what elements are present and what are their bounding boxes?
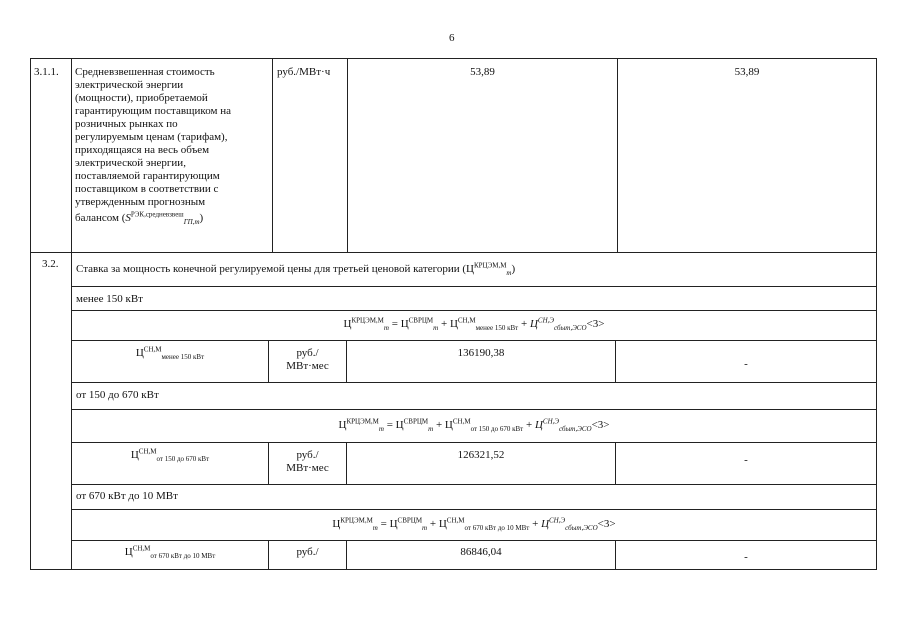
desc-line: утвержденным прогнозным [75,196,206,208]
desc-symbol: S [125,212,131,224]
group-symbol: $Ц^{СН,М}_{менее 150 кВт}$ [135,345,205,362]
desc-last-line: балансом $(S^{РЭК,средневзвеш}_{ГП,m})$ [75,210,204,227]
page-number: 6 [449,32,455,44]
desc-line: Средневзвешенная стоимость [75,66,215,78]
desc-line: регулируемым ценам (тарифам), [75,131,228,143]
group-value-2: - [744,454,748,466]
row-number-311: 3.1.1. [34,66,59,78]
group-label: от 150 до 670 кВт [76,389,159,401]
group-symbol: $Ц^{СН,М}_{от 670 кВт до 10 МВт}$ [124,544,216,561]
group-label: от 670 кВт до 10 МВт [76,490,178,502]
desc-line: розничных рынках по [75,118,178,130]
group-label: менее 150 кВт [76,293,143,305]
group-formula: $Ц^{КРЦЭМ,М}_m = Ц^{СВРЦМ}_m + Ц^{СН,М}_{менее 150 кВт} + Ц^{СН,Э}_{сбыт,ЭСО}<3>$ [343,316,605,333]
row-311-value-1: 53,89 [470,66,495,78]
row-311-value-2: 53,89 [734,66,760,78]
group-unit: руб./ МВт·мес [286,449,329,474]
group-unit: руб./ [296,546,319,558]
group-formula: $Ц^{КРЦЭМ,М}_m = Ц^{СВРЦМ}_m + Ц^{СН,М}_{от 670 кВт до 10 МВт} + Ц^{СН,Э}_{сбыт,ЭСО}<3>$ [332,516,616,533]
desc-line: гарантирующим поставщиком на [75,105,231,117]
row-311-description [75,66,271,225]
group-value-1: 86846,04 [460,546,502,558]
group-symbol: $Ц^{СН,М}_{от 150 до 670 кВт}$ [130,447,210,464]
group-value-2: - [744,358,748,370]
desc-line: поставляемой гарантирующим [75,170,220,182]
group-formula: $Ц^{КРЦЭМ,М}_m = Ц^{СВРЦМ}_m + Ц^{СН,М}_{от 150 до 670 кВт} + Ц^{СН,Э}_{сбыт,ЭСО}<3>$ [338,417,610,434]
desc-line: (мощности), приобретаемой [75,92,208,104]
row-32-title: Ставка за мощность конечной регулируемой цены для третьей ценовой категории $(Ц^{КРЦЭМ,М}_m)$ [76,261,516,278]
row-311-unit: руб./МВт·ч [277,66,331,78]
desc-line: электрической энергии [75,79,184,91]
group-value-1: 136190,38 [457,347,505,359]
group-value-2: - [744,551,748,563]
group-value-1: 126321,52 [457,449,505,461]
row-number-32: 3.2. [42,258,59,270]
desc-line: поставщиком в соответствии с [75,183,219,195]
desc-line: приходящаяся на весь объем [75,144,210,156]
group-unit: руб./ МВт·мес [286,347,329,372]
desc-line: электрической энергии, [75,157,186,169]
